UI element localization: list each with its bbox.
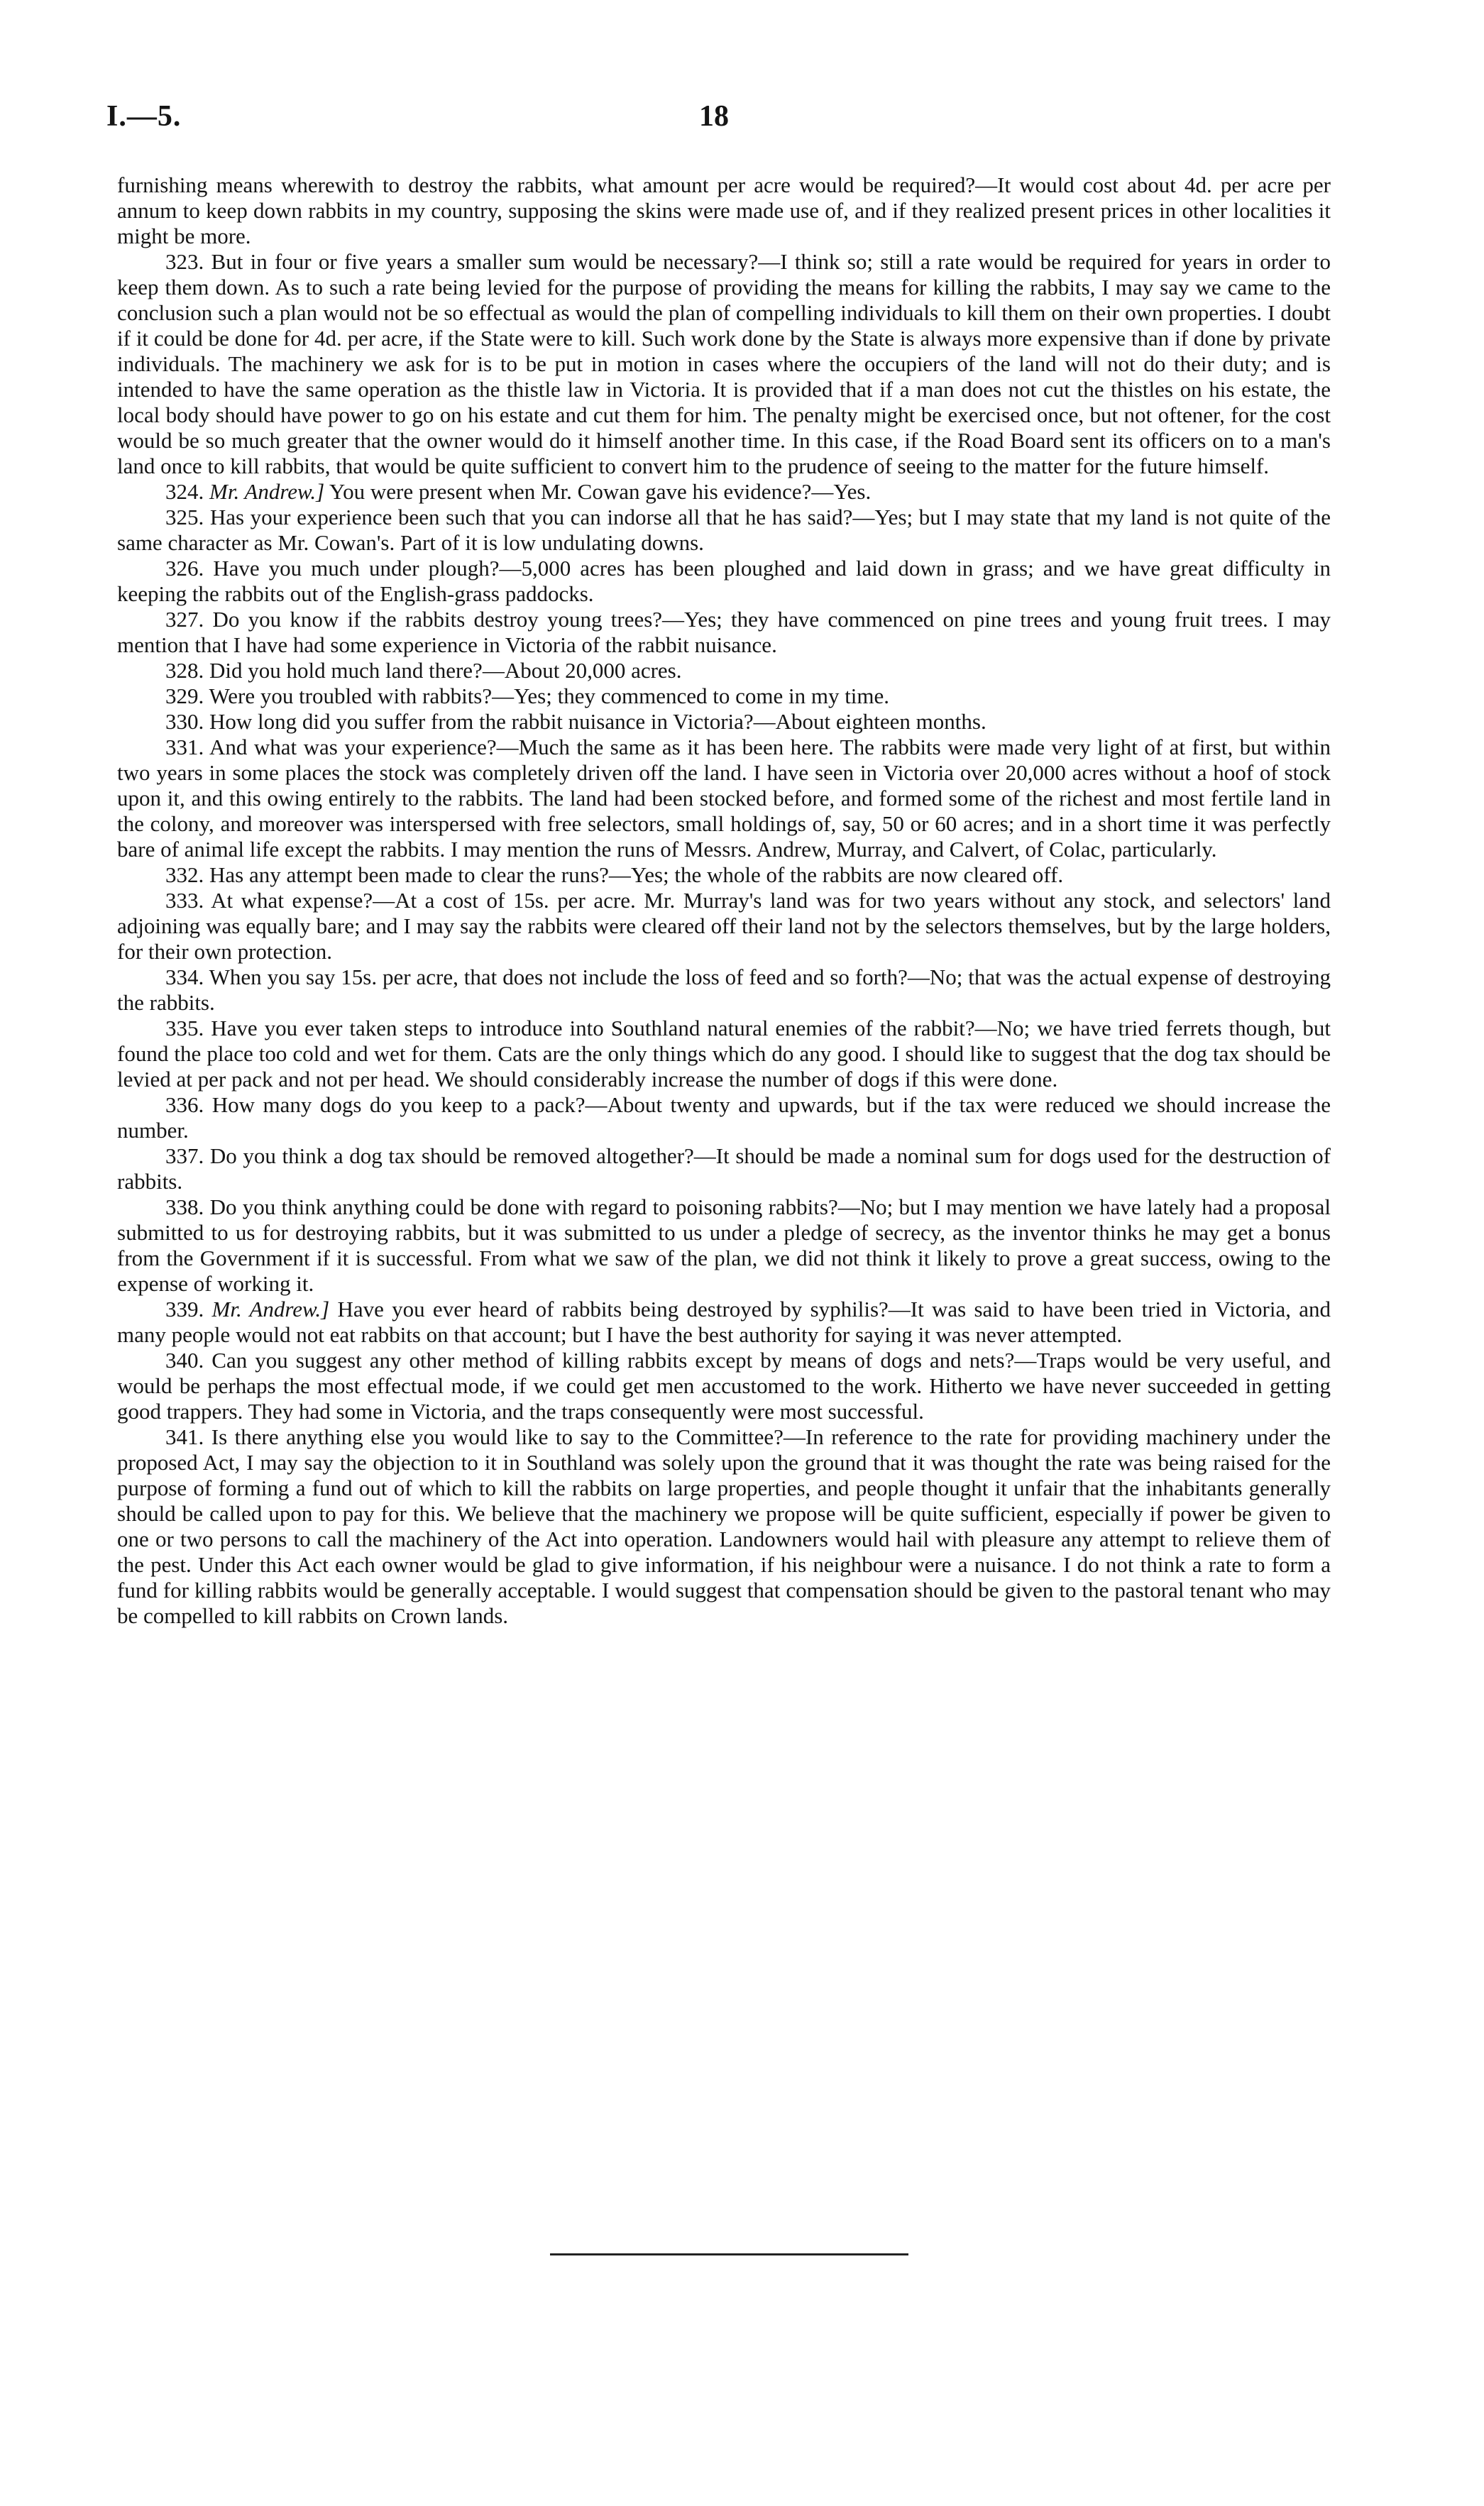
- evidence-paragraph: [117, 888, 1331, 965]
- paragraph-text: But in four or five years a smaller sum would be necessary?—I think so; still a rate would be required for years in order to keep them down. As to such a rate being levied for the purpose of providing the means for killing the rabbits, I may say we came to the conclusion such a plan would not be so effectual as would the plan of compelling individuals to kill them on their own properties. I doubt if it could be done for 4d. per acre, if the State were to kill. Such work done by the State is always more expensive than if done by private individuals. The machinery we ask for is to be put in motion in cases where the occupiers of the land will not do their duty; and is intended to have the same operation as the thistle law in Victoria. It is provided that if a man does not cut the thistles on his estate, the local body should have power to go on his estate and cut them for him. The penalty might be exercised once, but not oftener, for the cost would be so much greater that the owner would do it himself another time. In this case, if the Road Board sent its officers on to a man's land once to kill rabbits, that would be quite sufficient to convert him to the prudence of seeing to the matter for the future himself.: [117, 249, 1331, 478]
- paragraph-text: Did you hold much land there?—About 20,000 acres.: [209, 658, 682, 683]
- evidence-paragraph: [117, 1143, 1331, 1194]
- paragraph-text: When you say 15s. per acre, that does not include the loss of feed and so forth?—No; that was the actual expense of destroying the rabbits.: [117, 965, 1331, 1015]
- paragraph-text: Has your experience been such that you can indorse all that he has said?—Yes; but I may state that my land is not quite of the same character as Mr. Cowan's. Part of it is low undulating downs.: [117, 505, 1331, 555]
- evidence-paragraph: [117, 658, 1331, 683]
- question-number: 330.: [165, 709, 204, 734]
- paragraph-text: You were present when Mr. Cowan gave his evidence?—Yes.: [329, 479, 872, 504]
- question-number: 333.: [165, 888, 204, 913]
- evidence-paragraph: [117, 556, 1331, 607]
- evidence-paragraph: [117, 249, 1331, 479]
- question-number: 328.: [165, 658, 204, 683]
- section-divider: [550, 2253, 908, 2255]
- evidence-paragraph: [117, 683, 1331, 709]
- evidence-paragraph: [117, 1092, 1331, 1143]
- question-number: 338.: [165, 1194, 204, 1219]
- evidence-paragraph: [117, 862, 1331, 888]
- paragraph-text: Have you ever heard of rabbits being destroyed by syphilis?—It was said to have been tried in Victoria, and many people would not eat rabbits on that account; but I have the best authority for saying it was never attempted.: [117, 1297, 1331, 1347]
- speaker-label: Mr. Andrew.]: [209, 479, 325, 504]
- question-number: 336.: [165, 1092, 204, 1117]
- evidence-paragraph: [117, 1348, 1331, 1424]
- question-number: 339.: [165, 1297, 204, 1321]
- evidence-body: [117, 172, 1331, 1629]
- question-number: 332.: [165, 862, 204, 887]
- question-number: 323.: [165, 249, 204, 274]
- evidence-paragraph: [117, 607, 1331, 658]
- evidence-paragraph: [117, 1424, 1331, 1629]
- evidence-paragraph: [117, 709, 1331, 735]
- paragraph-text: Can you suggest any other method of killing rabbits except by means of dogs and nets?—Traps would be very useful, and would be perhaps the most effectual mode, if we could get men accustomed to the work. Hitherto we have never succeeded in getting good trappers. They had some in Victoria, and the traps consequently were most successful.: [117, 1348, 1331, 1424]
- paragraph-text: How many dogs do you keep to a pack?—About twenty and upwards, but if the tax were reduced we should increase the number.: [117, 1092, 1331, 1143]
- paragraph-text: Do you know if the rabbits destroy young trees?—Yes; they have commenced on pine trees and young fruit trees. I may mention that I have had some experience in Victoria of the rabbit nuisance.: [117, 607, 1331, 657]
- question-number: 335.: [165, 1016, 204, 1040]
- question-number: 337.: [165, 1143, 204, 1168]
- paragraph-text: Has any attempt been made to clear the runs?—Yes; the whole of the rabbits are now cleared off.: [209, 862, 1064, 887]
- question-number: 329.: [165, 683, 204, 708]
- paragraph-text: Have you much under plough?—5,000 acres has been ploughed and laid down in grass; and we have great difficulty in keeping the rabbits out of the English-grass paddocks.: [117, 556, 1331, 606]
- evidence-paragraph: [117, 1194, 1331, 1297]
- paragraph-text: Were you troubled with rabbits?—Yes; they commenced to come in my time.: [209, 683, 890, 708]
- question-number: 325.: [165, 505, 204, 529]
- page-number: 18: [699, 100, 729, 133]
- paragraph-text: Do you think anything could be done with regard to poisoning rabbits?—No; but I may mention we have lately had a proposal submitted to us for destroying rabbits, but it was submitted to us under a pledge of secrecy, as the inventor thinks he may get a bonus from the Government if it is successful. From what we saw of the plan, we did not think it likely to prove a great success, owing to the expense of working it.: [117, 1194, 1331, 1296]
- paragraph-text: Have you ever taken steps to introduce into Southland natural enemies of the rabbit?—No; we have tried ferrets though, but found the place too cold and wet for them. Cats are the only things which do any good. I should like to suggest that the dog tax should be levied at per pack and not per head. We should considerably increase the number of dogs if this were done.: [117, 1016, 1331, 1092]
- evidence-paragraph: [117, 172, 1331, 249]
- speaker-label: Mr. Andrew.]: [211, 1297, 330, 1321]
- question-number: 341.: [165, 1424, 204, 1449]
- paragraph-text: Is there anything else you would like to say to the Committee?—In reference to the rate for providing machinery under the proposed Act, I may say the objection to it in Southland was solely upon the ground that it was thought the rate was being raised for the purpose of forming a fund out of which to kill the rabbits on large properties, and people thought it unfair that the inhabitants generally should be called upon to pay for this. We believe that the machinery we propose will be quite sufficient, especially if power be given to one or two persons to call the machinery of the Act into operation. Landowners would hail with pleasure any attempt to relieve them of the pest. Under this Act each owner would be glad to give information, if his neighbour were a nuisance. I do not think a rate to form a fund for killing rabbits would be generally acceptable. I would suggest that compensation should be given to the pastoral tenant who may be compelled to kill rabbits on Crown lands.: [117, 1424, 1331, 1628]
- question-number: 334.: [165, 965, 204, 989]
- paragraph-text: How long did you suffer from the rabbit nuisance in Victoria?—About eighteen months.: [209, 709, 986, 734]
- evidence-paragraph: [117, 1297, 1331, 1348]
- evidence-paragraph: [117, 505, 1331, 556]
- paragraph-text: And what was your experience?—Much the same as it has been here. The rabbits were made very light of at first, but within two years in some places the stock was completely driven off the land. I have seen in Victoria over 20,000 acres without a hoof of stock upon it, and this owing entirely to the rabbits. The land had been stocked before, and formed some of the richest and most fertile land in the colony, and moreover was interspersed with free selectors, small holdings of, say, 50 or 60 acres; and in a short time it was perfectly bare of animal life except the rabbits. I may mention the runs of Messrs. Andrew, Murray, and Calvert, of Colac, particularly.: [117, 735, 1331, 862]
- paragraph-text: furnishing means wherewith to destroy the rabbits, what amount per acre would be required?—It would cost about 4d. per acre per annum to keep down rabbits in my country, supposing the skins were made use of, and if they realized present prices in other localities it might be more.: [117, 172, 1331, 248]
- question-number: 331.: [165, 735, 204, 759]
- question-number: 327.: [165, 607, 204, 632]
- evidence-paragraph: [117, 479, 1331, 505]
- evidence-paragraph: [117, 735, 1331, 862]
- question-number: 340.: [165, 1348, 204, 1373]
- question-number: 324.: [165, 479, 204, 504]
- paragraph-text: Do you think a dog tax should be removed altogether?—It should be made a nominal sum for dogs used for the destruction of rabbits.: [117, 1143, 1331, 1194]
- paragraph-text: At what expense?—At a cost of 15s. per acre. Mr. Murray's land was for two years without any stock, and selectors' land adjoining was equally bare; and I may say the rabbits were cleared off their land not by the selectors themselves, but by the large holders, for their own protection.: [117, 888, 1331, 964]
- document-reference: I.—5.: [106, 100, 182, 133]
- evidence-paragraph: [117, 965, 1331, 1016]
- question-number: 326.: [165, 556, 204, 581]
- evidence-paragraph: [117, 1016, 1331, 1092]
